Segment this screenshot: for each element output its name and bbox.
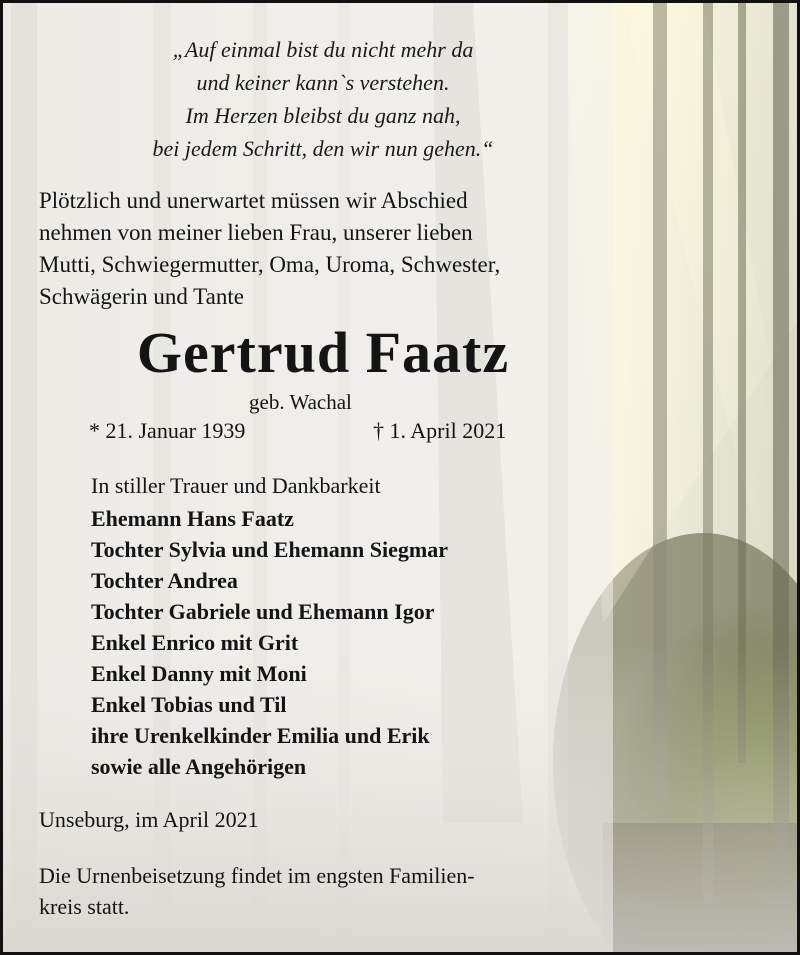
birth-name: geb. Wachal	[249, 390, 352, 414]
intro-line-2: nehmen von meiner lieben Frau, unserer lieben	[39, 220, 473, 245]
mourners-intro: In stiller Trauer und Dankbarkeit	[91, 473, 381, 498]
birth-date: * 21. Januar 1939	[89, 418, 246, 443]
obituary-text	[3, 3, 800, 955]
mourner-line: ihre Urenkelkinder Emilia und Erik	[91, 723, 430, 748]
mourner-line: Enkel Danny mit Moni	[91, 661, 307, 686]
intro-line-3: Mutti, Schwiegermutter, Oma, Uroma, Schwester,	[39, 252, 501, 277]
intro-line-1: Plötzlich und unerwartet müssen wir Abschied	[39, 188, 468, 213]
mourner-line: Tochter Gabriele und Ehemann Igor	[91, 599, 435, 624]
death-date: † 1. April 2021	[373, 418, 507, 443]
mourner-line: Ehemann Hans Faatz	[91, 506, 294, 531]
mourner-line: Enkel Enrico mit Grit	[91, 630, 299, 655]
burial-line-2: kreis statt.	[39, 894, 130, 919]
quote-line-4: bei jedem Schritt, den wir nun gehen.“	[152, 136, 494, 161]
quote-line-2: und keiner kann`s verstehen.	[196, 70, 450, 95]
mourner-line: sowie alle Angehörigen	[91, 754, 307, 779]
intro-line-4: Schwägerin und Tante	[39, 284, 244, 309]
quote-line-3: Im Herzen bleibst du ganz nah,	[185, 103, 461, 128]
quote-line-1: „Auf einmal bist du nicht mehr da	[172, 37, 474, 62]
mourner-line: Tochter Andrea	[91, 568, 238, 593]
deceased-name: Gertrud Faatz	[136, 320, 510, 385]
burial-line-1: Die Urnenbeisetzung findet im engsten Familien-	[39, 863, 475, 888]
place-date: Unseburg, im April 2021	[39, 807, 259, 832]
mourner-line: Tochter Sylvia und Ehemann Siegmar	[91, 537, 448, 562]
mourner-line: Enkel Tobias und Til	[91, 692, 287, 717]
